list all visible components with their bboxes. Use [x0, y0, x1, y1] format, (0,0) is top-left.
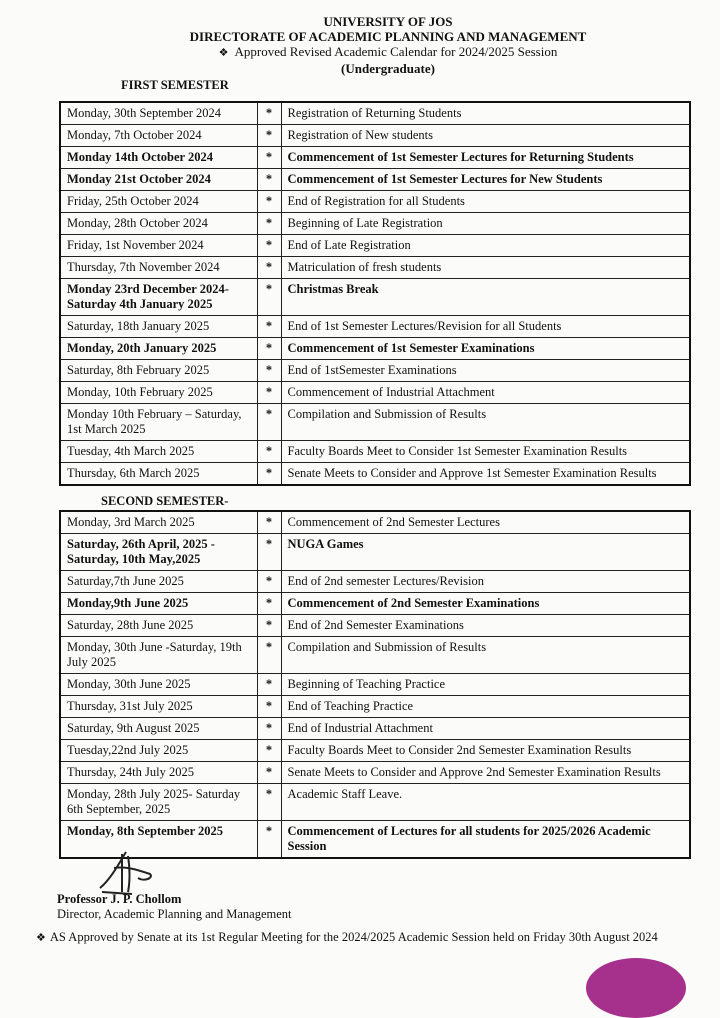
- table-row: [60, 382, 690, 404]
- asterisk-icon: *: [257, 571, 281, 593]
- row-event: Commencement of 1st Semester Lectures for New Students: [281, 169, 690, 191]
- table-row: [60, 718, 690, 740]
- row-date: Monday, 7th October 2024: [60, 125, 257, 147]
- table-row: [60, 674, 690, 696]
- asterisk-icon: *: [257, 534, 281, 571]
- row-event: Registration of Returning Students: [281, 102, 690, 125]
- row-event: Christmas Break: [281, 279, 690, 316]
- row-date: Monday, 30th June 2025: [60, 674, 257, 696]
- row-event: End of 2nd semester Lectures/Revision: [281, 571, 690, 593]
- row-event: Faculty Boards Meet to Consider 1st Semester Examination Results: [281, 441, 690, 463]
- table-row: [60, 316, 690, 338]
- row-date: Friday, 1st November 2024: [60, 235, 257, 257]
- row-date: Saturday, 28th June 2025: [60, 615, 257, 637]
- row-event: Beginning of Late Registration: [281, 213, 690, 235]
- row-event: Commencement of 2nd Semester Lectures: [281, 511, 690, 534]
- table-row: [60, 637, 690, 674]
- asterisk-icon: *: [257, 441, 281, 463]
- asterisk-icon: *: [257, 404, 281, 441]
- row-date: Saturday, 9th August 2025: [60, 718, 257, 740]
- table-row: [60, 213, 690, 235]
- row-date: Monday,9th June 2025: [60, 593, 257, 615]
- asterisk-icon: *: [257, 696, 281, 718]
- signatory-title: Director, Academic Planning and Management: [57, 907, 292, 921]
- university-name: UNIVERSITY OF JOS: [323, 14, 453, 29]
- row-date: Thursday, 6th March 2025: [60, 463, 257, 486]
- row-event: NUGA Games: [281, 534, 690, 571]
- signatory-block: [57, 892, 292, 922]
- decorative-blob: [586, 958, 686, 1018]
- row-date: Monday, 30th June -Saturday, 19th July 2025: [60, 637, 257, 674]
- table-row: [60, 615, 690, 637]
- calendar-title: ❖ Approved Revised Academic Calendar for 2024/2025 Session: [218, 44, 558, 59]
- diamond-bullet-icon: ❖: [36, 932, 46, 944]
- first-semester-table: [59, 101, 691, 486]
- table-row: [60, 463, 690, 486]
- asterisk-icon: *: [257, 213, 281, 235]
- signatory-name: Professor J. P. Chollom: [57, 892, 182, 906]
- table-row: [60, 740, 690, 762]
- asterisk-icon: *: [257, 102, 281, 125]
- table-row: [60, 404, 690, 441]
- document-header: [0, 14, 720, 76]
- row-date: Tuesday,22nd July 2025: [60, 740, 257, 762]
- asterisk-icon: *: [257, 784, 281, 821]
- table-row: [60, 147, 690, 169]
- row-event: Commencement of Industrial Attachment: [281, 382, 690, 404]
- table-row: [60, 511, 690, 534]
- asterisk-icon: *: [257, 169, 281, 191]
- directorate-name: DIRECTORATE OF ACADEMIC PLANNING AND MANAGEMENT: [189, 29, 587, 44]
- row-event: End of 1st Semester Lectures/Revision for all Students: [281, 316, 690, 338]
- row-date: Monday 14th October 2024: [60, 147, 257, 169]
- row-event: End of 1stSemester Examinations: [281, 360, 690, 382]
- asterisk-icon: *: [257, 316, 281, 338]
- row-event: Senate Meets to Consider and Approve 2nd Semester Examination Results: [281, 762, 690, 784]
- row-date: Monday 10th February – Saturday, 1st March 2025: [60, 404, 257, 441]
- row-event: End of Industrial Attachment: [281, 718, 690, 740]
- table-row: [60, 191, 690, 213]
- table-row: [60, 338, 690, 360]
- asterisk-icon: *: [257, 147, 281, 169]
- asterisk-icon: *: [257, 637, 281, 674]
- row-event: Commencement of 1st Semester Examinations: [281, 338, 690, 360]
- asterisk-icon: *: [257, 125, 281, 147]
- row-date: Thursday, 7th November 2024: [60, 257, 257, 279]
- asterisk-icon: *: [257, 615, 281, 637]
- second-semester-table: [59, 510, 691, 859]
- asterisk-icon: *: [257, 511, 281, 534]
- row-date: Monday, 10th February 2025: [60, 382, 257, 404]
- row-date: Saturday, 26th April, 2025 - Saturday, 10th May,2025: [60, 534, 257, 571]
- table-row: [60, 696, 690, 718]
- row-date: Friday, 25th October 2024: [60, 191, 257, 213]
- approval-note: ❖ AS Approved by Senate at its 1st Regular Meeting for the 2024/2025 Academic Session held on Friday 30th August 2024: [36, 930, 658, 944]
- row-date: Monday, 3rd March 2025: [60, 511, 257, 534]
- asterisk-icon: *: [257, 718, 281, 740]
- table-row: [60, 593, 690, 615]
- asterisk-icon: *: [257, 674, 281, 696]
- table-row: [60, 102, 690, 125]
- row-event: Compilation and Submission of Results: [281, 404, 690, 441]
- table-row: [60, 169, 690, 191]
- asterisk-icon: *: [257, 279, 281, 316]
- row-date: Monday, 28th October 2024: [60, 213, 257, 235]
- row-event: End of Registration for all Students: [281, 191, 690, 213]
- row-event: Senate Meets to Consider and Approve 1st Semester Examination Results: [281, 463, 690, 486]
- asterisk-icon: *: [257, 360, 281, 382]
- row-event: End of 2nd Semester Examinations: [281, 615, 690, 637]
- asterisk-icon: *: [257, 382, 281, 404]
- row-event: Matriculation of fresh students: [281, 257, 690, 279]
- table-row: [60, 571, 690, 593]
- row-event: Commencement of 1st Semester Lectures for Returning Students: [281, 147, 690, 169]
- row-date: Saturday, 18th January 2025: [60, 316, 257, 338]
- row-event: Commencement of Lectures for all students for 2025/2026 Academic Session: [281, 821, 690, 859]
- asterisk-icon: *: [257, 338, 281, 360]
- row-event: Academic Staff Leave.: [281, 784, 690, 821]
- row-date: Saturday, 8th February 2025: [60, 360, 257, 382]
- row-event: Compilation and Submission of Results: [281, 637, 690, 674]
- row-event: Registration of New students: [281, 125, 690, 147]
- row-date: Saturday,7th June 2025: [60, 571, 257, 593]
- row-event: Beginning of Teaching Practice: [281, 674, 690, 696]
- asterisk-icon: *: [257, 235, 281, 257]
- row-date: Monday, 20th January 2025: [60, 338, 257, 360]
- asterisk-icon: *: [257, 593, 281, 615]
- table-row: [60, 125, 690, 147]
- table-row: [60, 441, 690, 463]
- level-label: (Undergraduate): [341, 61, 435, 76]
- row-date: Monday 21st October 2024: [60, 169, 257, 191]
- row-event: Commencement of 2nd Semester Examinations: [281, 593, 690, 615]
- diamond-bullet-icon: ❖: [218, 47, 229, 59]
- row-date: Monday, 30th September 2024: [60, 102, 257, 125]
- table-row: [60, 257, 690, 279]
- asterisk-icon: *: [257, 821, 281, 859]
- table-row: [60, 279, 690, 316]
- second-semester-label: SECOND SEMESTER-: [101, 494, 229, 508]
- asterisk-icon: *: [257, 191, 281, 213]
- row-date: Tuesday, 4th March 2025: [60, 441, 257, 463]
- asterisk-icon: *: [257, 463, 281, 486]
- row-date: Monday, 8th September 2025: [60, 821, 257, 859]
- row-date: Monday 23rd December 2024- Saturday 4th January 2025: [60, 279, 257, 316]
- row-event: Faculty Boards Meet to Consider 2nd Semester Examination Results: [281, 740, 690, 762]
- table-row: [60, 360, 690, 382]
- table-row: [60, 762, 690, 784]
- table-row: [60, 235, 690, 257]
- signature-mark: [92, 848, 162, 896]
- first-semester-label: FIRST SEMESTER: [121, 78, 229, 92]
- asterisk-icon: *: [257, 762, 281, 784]
- row-event: End of Late Registration: [281, 235, 690, 257]
- asterisk-icon: *: [257, 257, 281, 279]
- table-row: [60, 534, 690, 571]
- row-date: Thursday, 24th July 2025: [60, 762, 257, 784]
- row-date: Monday, 28th July 2025- Saturday 6th September, 2025: [60, 784, 257, 821]
- table-row: [60, 784, 690, 821]
- asterisk-icon: *: [257, 740, 281, 762]
- row-date: Thursday, 31st July 2025: [60, 696, 257, 718]
- row-event: End of Teaching Practice: [281, 696, 690, 718]
